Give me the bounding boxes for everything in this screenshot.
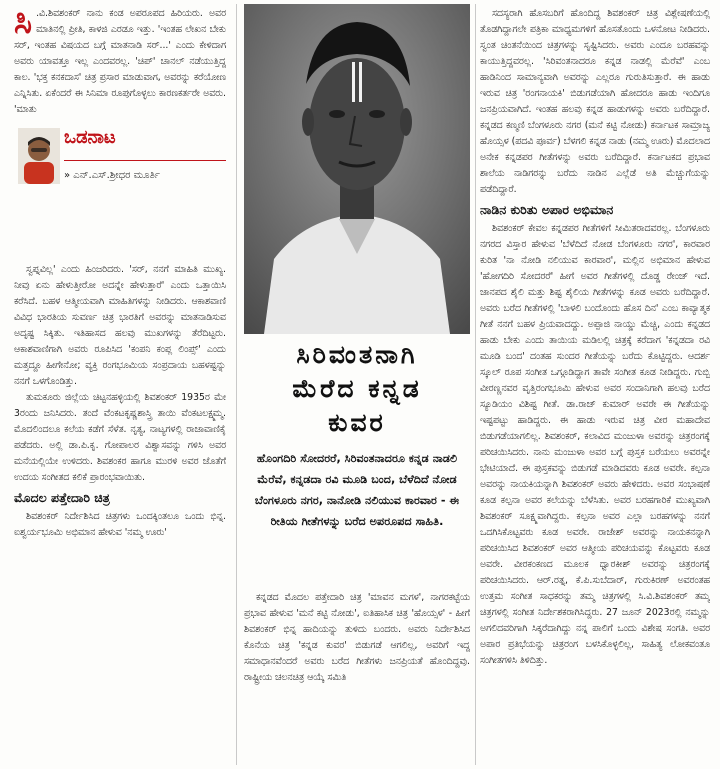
author-byline: » ಎನ್.ಎಸ್.ಶ್ರೀಧರ ಮೂರ್ತಿ xyxy=(64,170,160,181)
left-column xyxy=(14,6,226,764)
headline-line: ಮೆರೆದ ಕನ್ನಡ xyxy=(292,374,422,403)
body-paragraph: ಸದಸ್ಯರಾಗಿ ಹೊಸಬರಿಗೆ ಹೊಂದಿದ್ದ ಶಿವಶಂಕರ್ ಚಿತ್ರ ವಿಶ್ಲೇಷಣೆಯಲ್ಲಿ ತೊಡಗಿದ್ದಾಗಲೇ ಪತ್ರಿಕಾ ಮಾಧ್ಯಮಗಳಿಗೆ ಹೊಸತೊಂದು ಒಳನೋಟ ನೀಡಿದರು. ಸ್ವಂತ ಚಿಂತನೆಯಿಂದ ಚಿತ್ರಗಳನ್ನು ಸೃಷ್ಟಿಸಿದರು. ಅವರು ಎಂದೂ ಬರಹವನ್ನು ಕಾಯುತ್ತಿದ್ದವರಲ್ಲ. 'ಸಿರಿವಂತನಾದರೂ ಕನ್ನಡ ನಾಡಲ್ಲಿ ಮೆರೆವೆ' ಎಂಬ ಹಾಡಿನಿಂದ ಸಾಮಾನ್ಯವಾಗಿ ಅವರನ್ನು ಎಲ್ಲರೂ ಗುರುತಿಸುತ್ತಾರೆ. ಈ ಹಾಡು ಇರುವ ಚಿತ್ರ 'ರಂಗನಾಯಕಿ' ಬಿಡುಗಡೆಯಾಗಿ ಹೋದರೂ ಹಾಡು ಇಂದಿಗೂ ಜನಪ್ರಿಯವಾಗಿದೆ. ಇಂತಹ ಹಲವು ಕನ್ನಡ ಹಾಡುಗಳನ್ನು ಅವರು ಬರೆದಿದ್ದಾರೆ. ಕನ್ನಡದ ಕಣ್ಮಣಿ ಬೆಂಗಳೂರು ನಗರ (ಮನೆ ಕಟ್ಟಿ ನೋಡು) ಕರ್ನಾಟಕ ಸಾಮ್ರಾಜ್ಯ ಹೊಯ್ಸಳ (ಪದವಿ ಪೂರ್ವ) ಬೆಳಗಲಿ ಕನ್ನಡ ನಾಡು (ನಮ್ಮ ಊರು) ಮೊದಲಾದ ಅನೇಕ ಕನ್ನಡಪರ ಗೀತೆಗಳನ್ನು ಅವರು ಬರೆದಿದ್ದಾರೆ. ಕರ್ನಾಟಕದ ಪ್ರಭಾವ ಶಾಲೆಯ ನಾಡಿಗರನ್ನು ಬರೆದು ನಾಡಿನ ಎಲ್ಲೆಡೆ ಅತಿ ಮೆಚ್ಚುಗೆಯನ್ನು ಪಡೆದಿದ್ದಾರೆ. xyxy=(480,8,710,195)
author-photo xyxy=(18,128,60,184)
column-divider xyxy=(236,4,237,765)
body-paragraph: ತುಮಕೂರು ಜಿಲ್ಲೆಯ ಚಿಟ್ಟನಹಳ್ಳಿಯಲ್ಲಿ ಶಿವಶಂಕರ್ 1935ರ ಮೇ 3ರಂದು ಜನಿಸಿದರು. ತಂದೆ ವೆಂಕಟಕೃಷ್ಣಶಾಸ್ತ್ರಿ ತಾಯಿ ವೆಂಕಟಲಕ್ಷ್ಮಮ್ಮ. ಮೊದಲಿಂದಲೂ ಕಲೆಯ ಕಡೆಗೆ ಸೆಳೆತ. ನೃತ್ಯ, ನಾಟ್ಯಗಳಲ್ಲಿ ರಾಜಾವಾಣಿಕೈ ಪಡೆದರು. ಅಲ್ಲಿ ಡಾ.ಪಿ.ಕೃ. ಗೋಪಾಲರ ವಿಶ್ವಾಸವನ್ನು ಗಳಿಸಿ ಅವರ ಮನೆಯಲ್ಲಿಯೇ ಉಳಿದರು. ಶಿವಶಂಕರ ಹಾಗೂ ಮುರಳಿ ಅವರ ಜೊತೆಗೆ ಉದಯ ಸಂಗೀತದ ಕಲಿಕೆ ಪ್ರಾರಂಭವಾಯಿತು. xyxy=(14,392,226,483)
subheading: ನಾಡಿನ ಕುರಿತು ಅಪಾರ ಅಭಿಮಾನ xyxy=(480,202,614,217)
middle-column xyxy=(244,590,470,764)
column-title: ಒಡನಾಟ xyxy=(64,127,116,148)
body-paragraph: ಕನ್ನಡದ ಮೊದಲ ಪತ್ತೇದಾರಿ ಚಿತ್ರ 'ಮಾವನ ಮಗಳ', ನಾಗರಕಟ್ಟೆಯ ಪ್ರಭಾವ ಹೇಳುವ 'ಮನೆ ಕಟ್ಟಿ ನೋಡು', ಐತಿಹಾಸಿಕ ಚಿತ್ರ 'ಹೊಯ್ಸಳ' - ಹೀಗೆ ಶಿವಶಂಕರ್ ಭಿನ್ನ ಹಾದಿಯನ್ನು ತುಳಿದು ಬಂದರು. ಅವರು ನಿರ್ದೇಶಿಸಿದ ಕೊನೆಯ ಚಿತ್ರ 'ಕನ್ನಡ ಕುವರ' ಬಿಡುಗಡೆ ಆಗಲಿಲ್ಲ, ಅವರಿಗೆ ಇದ್ದ ಸಮಾಧಾನವೆಂದರೆ ಅವರು ಬರೆದ ಗೀತೆಗಳು ಜನಪ್ರಿಯತೆ ಹೊಂದಿದ್ದವು. ರಾಷ್ಟ್ರೀಯ ಚಲನಚಿತ್ರ ಆಯ್ಕೆ ಸಮಿತಿ xyxy=(244,592,470,683)
column-divider xyxy=(475,4,476,765)
headline-line: ಕುವರ xyxy=(328,408,386,437)
body-paragraph: ಸ್ವಪ್ನವಿಲ್ಲ' ಎಂದು ಹಿಂಜರಿದರು. 'ಸರ್, ನನಗೆ ಮಾಹಿತಿ ಮುಖ್ಯ. ನೀವು ಏನು ಹೇಳುತ್ತೀರೋ ಅದನ್ನೇ ಹೇಳುತ್ತಾರೆ' ಎಂದು ಒತ್ತಾಯಿಸಿ ಕರೆಸಿದೆ. ಬಹಳ ಆತ್ಮೀಯವಾಗಿ ಮಾಹಿತಿಗಳನ್ನು ನೀಡಿದರು. ಆಕಾಶವಾಣಿ ವಿವಿಧ ಭಾರತಿಯ ಸುವರ್ಣ ಚಿತ್ರ ಭಾರತಿಗೆ ಅವರನ್ನು ಮಾತನಾಡಿಸುವ ಅದೃಷ್ಟ ಸಿಕ್ಕಿತು. ಇತಿಹಾಸದ ಹಲವು ಮುಖಗಳನ್ನು ತೆರೆದಿಟ್ಟರು. ಆಕಾಶವಾಣಿಗಾಗಿ ಅವರು ರೂಪಿಸಿದ 'ಕಂಪನಿ ಕಂಪ್ಲ ಲಿಂಪ್ಸ್' ಎಂದು ಮತ್ತದ್ದೂ ಹೀಗೇನೋ; ವ್ಯಕ್ತಿ ರಂಗಭೂಮಿಯ ಸಂಪ್ರದಾಯ ಬಹಳಷ್ಟನ್ನು ನನಗೆ ಒಳಗೊಂಡಿತ್ತು. xyxy=(14,264,226,387)
drop-cap: ಸಿ xyxy=(14,6,33,42)
body-paragraph: ಶಿವಶಂಕರ್ ಕೇವಲ ಕನ್ನಡಪರ ಗೀತೆಗಳಿಗೆ ಸೀಮಿತರಾದವರಲ್ಲ. ಬೆಂಗಳೂರು ನಗರದ ವಿಸ್ತಾರ ಹೇಳುವ 'ಬೆಳೆದಿದೆ ನೋಡ ಬೆಂಗಳೂರು ನಗರ', ಕಾರವಾರ ಕುರಿತ 'ನಾ ನೋಡಿ ನಲಿಯುವ ಕಾರವಾರ', ಮಲ್ಲಿನ ಅಭಿಮಾನ ಹೇಳುವ 'ಹೋಗದಿರಿ ಸೋದರರೆ' ಹೀಗೆ ಅವರ ಗೀತೆಗಳಲ್ಲಿ ದೊಡ್ಡ ರೇಂಜ್ ಇದೆ. ಜಾನಪದ ಶೈಲಿ ಮತ್ತು ಶಿಷ್ಟ ಶೈಲಿಯ ಗೀತೆಗಳನ್ನು ಕೂಡ ಅವರು ಬರೆದಿದ್ದಾರೆ. ಅವರು ಬರೆದ ಗೀತೆಗಳಲ್ಲಿ 'ಬಾಳಲಿ ಬಂದೊಂದು ಹೊಸ ದಿನ' ಎಂಬ ಕಾವ್ಯಾತ್ಮಕ ಗೀತೆ ನನಗೆ ಬಹಳ ಪ್ರಿಯವಾದದ್ದು. ಅಪ್ಪಾಜಿ ನಾಯ್ಡು ಮೆಚ್ಚಿ, ಎಂದು ಕನ್ನಡದ ಹಾಡು ಬೇಕು ಎಂದು ತಾಯಿಯ ಮಡಿಲಲ್ಲಿ ಚಿತ್ರಕ್ಕೆ ಕರೆದಾಗ 'ಕನ್ನಡದಾ ರವಿ ಮೂಡಿ ಬಂದ' ದಂತಹ ಸುಂದರ ಗೀತೆಯನ್ನು ಬರೆದು ಕೊಟ್ಟಿದ್ದರು. ಆದರ್ಶ ಸ್ಕೂಲ್ ರೂಪ ಸಂಗೀತ ಒಗ್ಗೂಡಿದ್ದಾಗ ತಾವೇ ಸಂಗೀತ ಕೂಡ ನೀಡಿದ್ದರು. ಗುಬ್ಬಿ ವೀರಣ್ಣನವರ ವೃತ್ತಿರಂಗಭೂಮಿ ಹೇಳುವ ಅವರ ಸಂದಾನಿಗಾಗಿ ಹಲವು ಬರೆದ ಸ್ಯೂಡಿಯಂ ವಿಶಿಷ್ಟ ಗೀತೆ. ಡಾ.ರಾಜ್ ಕುಮಾರ್ ಅವರೇ ಈ ಗೀತೆಯನ್ನು ಇಷ್ಟಪಟ್ಟು ಹಾಡಿದ್ದರು. ಈ ಹಾಡು ಇರುವ ಚಿತ್ರ ವೀರ ಮಹಾದೇವ ಬಿಡುಗಡೆಯಾಗಲಿಲ್ಲ. ಶಿವಶಂಕರ್, ಕಲಾವಿದ ಮಂಜುಳಾ ಅವರನ್ನು ಚಿತ್ರರಂಗಕ್ಕೆ ಪರಿಚಯಿಸಿದರು. ನಾನು ಮಂಜುಳಾ ಅವರ ಬಗ್ಗೆ ಪುಸ್ತಕ ಬರೆಯಲು ಅವರನ್ನೇ ಭೇಟಿಯಾದೆ. ಈ ಪುಸ್ತಕವನ್ನು ಬಿಡುಗಡೆ ಮಾಡಿದವರು ಕೂಡ ಅವರೇ. ಕಲ್ಪನಾ ಅವರನ್ನು ನಾಯಕಿಯನ್ನಾಗಿ ಶಿವಶಂಕರ್ ಅವರು ಹೇಳಿದರು. ಅವರ ಸಂಭಾಷಣೆ ಕೂಡ ಕಲ್ಪನಾ ಅವರ ಕಲೆಯನ್ನು ಬೆಳೆಸಿತು. ಅವರ ಬರಹಗಾರಿಕೆ ಮುಖ್ಯವಾಗಿ ಶಿವಶಂಕರ್ ಸೂಕ್ಷ್ಮವಾಗಿದ್ದರು. ಕಲ್ಪನಾ ಅವರ ಎಲ್ಲಾ ಬರಹಗಳನ್ನು ನನಗೆ ಒದಗಿಸಿಕೊಟ್ಟವರು ಕೂಡ ಅವರೇ. ರಾಜೇಶ್ ಅವರನ್ನು ನಾಯಕನನ್ನಾಗಿ ಪರಿಚಯಿಸಿದ ಶಿವಶಂಕರ್ ಅವರ ಆತ್ಮೀಯ ಪರಿಚಯವನ್ನು ಕೊಟ್ಟವರು ಕೂಡ ಅವರೇ. ವೀರಕಂಕಣದ ಮೂಲಕ ಧ್ವಾರಕೀಶ್ ಅವರನ್ನು ಚಿತ್ರರಂಗಕ್ಕೆ ಪರಿಚಯಿಸಿದರು. ಆರ್.ರತ್ನ, ಕೆ.ಪಿ.ಸುಬೆದಾರ್, ಗುರುಕಿರಣ್ ಅವರಂತಹ ಉತ್ತಮ ಸಂಗೀತ ಸಾಧಕರನ್ನು ತಮ್ಮ ಚಿತ್ರಗಳಲ್ಲಿ ಸಿ.ವಿ.ಶಿವಶಂಕರ್ ತಮ್ಮ ಚಿತ್ರಗಳಲ್ಲಿ ಸಂಗೀತ ನಿರ್ದೇಶಕರಾಗಿಸಿದ್ದರು. 27 ಜೂನ್ 2023ರಲ್ಲಿ ನಮ್ಮನ್ನು ಅಗಲಿದವರಿಗಾಗಿ ಸಿಕ್ಕರೆದಾಗಿದ್ದು ನನ್ನ ಪಾಲಿಗೆ ಒಂದು ವಿಶೇಷ ಸಂಗತಿ. ಅವರ ಅಪಾರ ಪ್ರತಿಭೆಯನ್ನು ಚಿತ್ರರಂಗ ಬಳಸಿಕೊಳ್ಳಲಿಲ್ಲ, ಸಾಹಿತ್ಯ ಲೋಕವಂತೂ ಸಂಗೀತಗಳಿಸಿ ತಿಳಿದಿತ್ತು. xyxy=(480,223,710,666)
body-paragraph: ಶಿವಶಂಕರ್ ನಿರ್ದೇಶಿಸಿದ ಚಿತ್ರಗಳು ಒಂದಕ್ಕಿಂತಲೂ ಒಂದು ಭಿನ್ನ. ಐಶ್ವರ್ಯಭೂಮಿ ಅಭಿಮಾನ ಹೇಳುವ 'ನಮ್ಮ ಊರು' xyxy=(14,511,226,538)
intro-paragraph: ಸಿ .ವಿ.ಶಿವಶಂಕರ್ ನಾನು ಕಂಡ ಅಪರೂಪದ ಹಿರಿಯರು. ಅವರ ಮಾತಿನಲ್ಲಿ ಪ್ರೀತಿ, ಕಾಳಜಿ ಎರಡೂ ಇತ್ತು. 'ಇಂತಹ ಲೇಖನ ಬೇಕು ಸರ್, ಇಂತಹ ವಿಷಯದ ಬಗ್ಗೆ ಮಾತನಾಡಿ ಸರ್...' ಎಂದು ಕೇಳಿದಾಗ ಅವರು ಯಾವತ್ತೂ ಇಲ್ಲ ಎಂದವರಲ್ಲ. 'ಚಿಪ್' ಚಾನಲ್ ನಡೆಯುತ್ತಿದ್ದ ಕಾಲ. 'ಭಕ್ತ ಕನಕದಾಸ' ಚಿತ್ರ ಪ್ರಸಾರ ಮಾಡುವಾಗ, ಅವರನ್ನು ಕರೆಯೋಣ ಎನ್ನಿಸಿತು. ಏಕೆಂದರೆ ಈ ಸಿನಿಮಾ ರೂಪುಗೊಳ್ಳಲು ಕಾರಣಕರ್ತರೇ ಅವರು. 'ಮಾತು xyxy=(14,6,226,115)
divider-line xyxy=(64,160,226,161)
portrait-photo xyxy=(244,4,470,334)
headline-subtitle: ಹೊಂಗದಿರಿ ಸೋದರರೆ, ಸಿರಿವಂತನಾದರೂ ಕನ್ನಡ ನಾಡಲಿ ಮೆರೆವೆ, ಕನ್ನಡದಾ ರವಿ ಮೂಡಿ ಬಂದ, ಬೆಳೆದಿದೆ ನೋಡ ಬೆಂಗಳೂರು ನಗರ, ನಾನೋಡಿ ನಲಿಯುವ ಕಾರವಾರ - ಈ ರೀತಿಯ ಗೀತೆಗಳನ್ನು ಬರೆದ ಅಪರೂಪದ ಸಾಹಿತಿ. xyxy=(254,452,460,528)
right-column xyxy=(480,6,710,764)
column-header xyxy=(14,124,226,256)
headline-box xyxy=(244,338,470,578)
headline-line: ಸಿರಿವಂತನಾಗಿ xyxy=(296,340,418,369)
subheading: ಮೊದಲ ಪತ್ತೇದಾರಿ ಚಿತ್ರ xyxy=(14,490,110,505)
